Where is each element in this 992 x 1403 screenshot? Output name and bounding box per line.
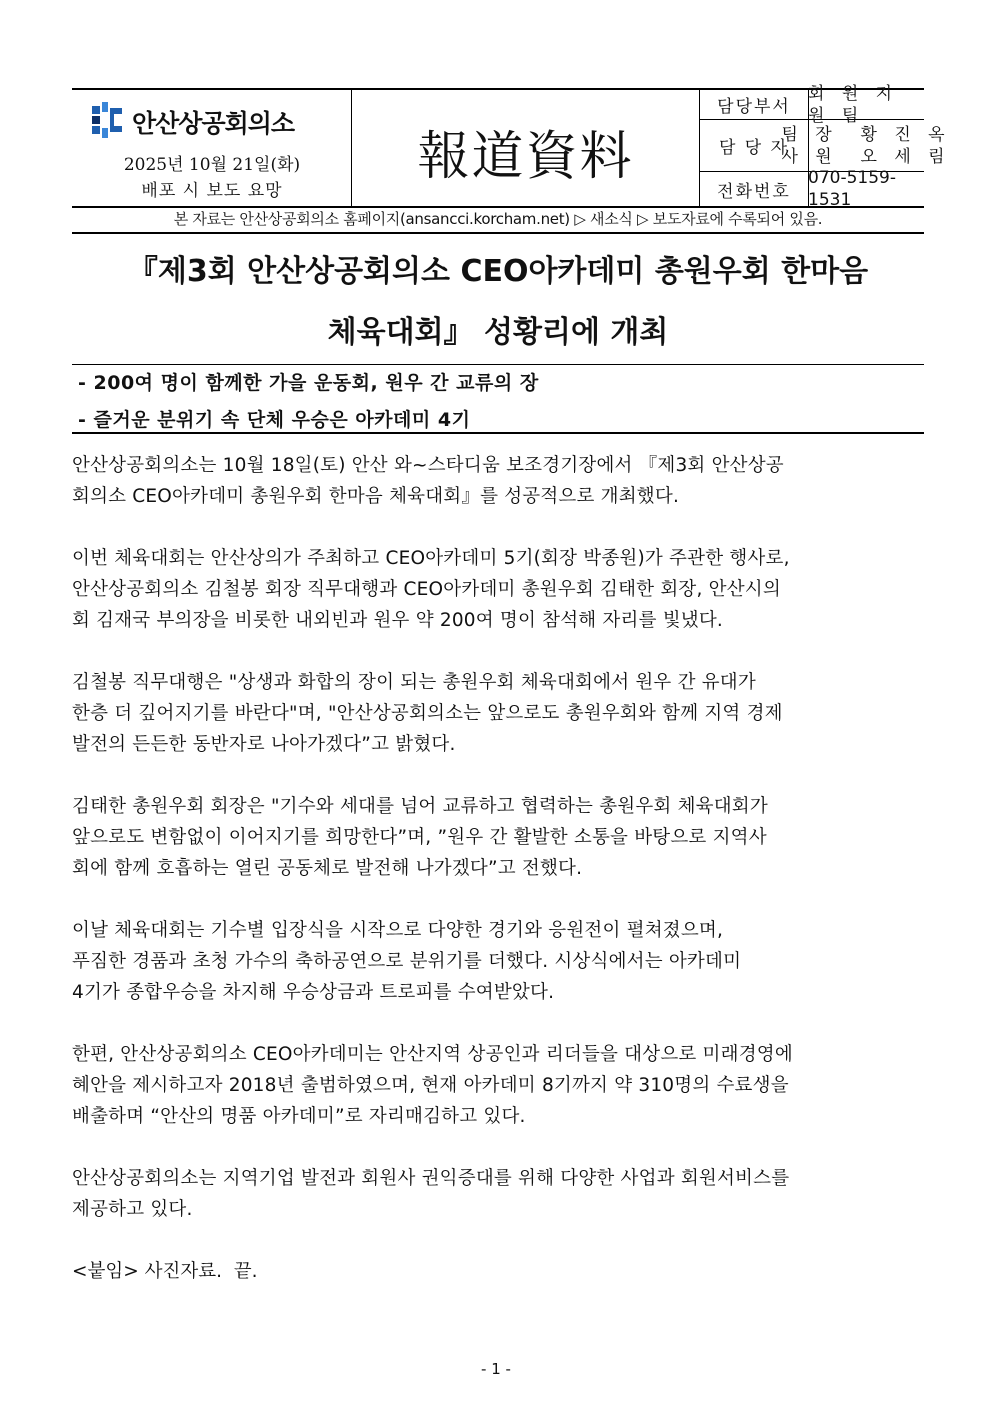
chamber-logo-icon <box>90 102 126 138</box>
paragraph-line: 회의소 CEO아카데미 총원우회 한마음 체육대회』를 성공적으로 개최했다. <box>72 486 680 507</box>
info-label: 전화번호 <box>700 172 809 206</box>
paragraph-line: 한편, 안산상공회의소 CEO아카데미는 안산지역 상공인과 리더들을 대상으로 미래경영에 <box>72 1044 793 1065</box>
logo-cell <box>72 90 352 206</box>
release-date: 2025년 10월 21일(화) <box>123 155 301 175</box>
paragraph-line: 김태한 총원우회 회장은 "기수와 세대를 넘어 교류하고 협력하는 총원우회 체육대회가 <box>72 796 768 817</box>
distribution-notice: 배포 시 보도 요망 <box>141 181 283 201</box>
paragraph-line: 이번 체육대회는 안산상의가 주최하고 CEO아카데미 5기(회장 박종원)가 주관한 행사로, <box>72 548 790 569</box>
info-label: 담당부서 <box>700 90 809 119</box>
org-logo <box>86 102 336 138</box>
contact-person-1: 팀 장 황 진 옥 <box>781 124 951 145</box>
info-row-department <box>700 83 924 126</box>
paragraph-line: 회 김재국 부의장을 비롯한 내외빈과 원우 약 200여 명이 참석해 자리를 빛냈다. <box>72 610 724 631</box>
attachment-note: <붙임> 사진자료. 끝. <box>72 1261 258 1282</box>
info-value <box>808 168 924 210</box>
headline-line-1: 『제3회 안산상공회의소 CEO아카데미 총원우회 한마음 <box>127 254 869 289</box>
paragraph-line: 혜안을 제시하고자 2018년 출범하였으며, 현재 아카데미 8기까지 약 310명의 수료생을 <box>72 1075 789 1096</box>
paragraph <box>72 450 924 512</box>
subheadings <box>72 364 924 434</box>
info-row-contact <box>700 120 951 172</box>
paragraph-line: 이날 체육대회는 기수별 입장식을 시작으로 다양한 경기와 응원전이 펼쳐졌으며, <box>72 920 724 941</box>
paragraph-line: 안산상공회의소는 10월 18일(토) 안산 와~스타디움 보조경기장에서 『제3회 안산상공 <box>72 455 784 476</box>
phone-number: 070-5159-1531 <box>808 168 896 210</box>
paragraph-line: 안산상공회의소는 지역기업 발전과 회원사 권익증대를 위해 다양한 사업과 회원서비스를 <box>72 1168 790 1189</box>
paragraph <box>72 791 924 884</box>
paragraph <box>72 1039 924 1132</box>
title-cell <box>352 90 700 206</box>
info-label: 담 당 자 <box>700 120 809 171</box>
source-note: 본 자료는 안산상공회의소 홈페이지(ansancci.korcham.net) ▷ 새소식 ▷ 보도자료에 수록되어 있음. <box>72 204 924 234</box>
page-number: - 1 - <box>481 1360 511 1378</box>
subheading: - 200여 명이 함께한 가을 운동회, 원우 간 교류의 장 <box>78 372 539 394</box>
paragraph-line: 회에 함께 호흡하는 열린 공동체로 발전해 나가겠다”고 전했다. <box>72 858 583 879</box>
department-value: 회 원 지 원 팀 <box>808 83 899 126</box>
paragraph-line: 앞으로도 변함없이 이어지기를 희망한다”며, ”원우 간 활발한 소통을 바탕으로 지역사 <box>72 827 767 848</box>
paragraph <box>72 915 924 1008</box>
paragraph-line: 안산상공회의소 김철봉 회장 직무대행과 CEO아카데미 총원우회 김태한 회장, 안산시의 <box>72 579 781 600</box>
paragraph-line: 푸짐한 경품과 초청 가수의 축하공연으로 분위기를 더했다. 시상식에서는 아카데미 <box>72 951 742 972</box>
headline-line-2: 체육대회』 성황리에 개최 <box>327 315 669 350</box>
document-title: 報道資料 <box>417 127 634 187</box>
paragraph-line: 4기가 종합우승을 차지해 우승상금과 트로피를 수여받았다. <box>72 982 555 1003</box>
paragraph <box>72 1163 924 1225</box>
paragraph-line: 발전의 든든한 동반자로 나아가겠다”고 밝혔다. <box>72 734 456 755</box>
article-body <box>72 450 924 1287</box>
paragraph-line: 한층 더 깊어지기를 바란다"며, "안산상공회의소는 앞으로도 총원우회와 함께 지역 경제 <box>72 703 783 724</box>
header-table <box>72 83 951 210</box>
org-name: 안산상공회의소 <box>132 109 295 138</box>
subheading: - 즐거운 분위기 속 단체 우승은 아카데미 4기 <box>78 409 471 431</box>
paragraph-line: 김철봉 직무대행은 "상생과 화합의 장이 되는 총원우회 체육대회에서 원우 간 유대가 <box>72 672 756 693</box>
paragraph-line: 배출하며 “안산의 명품 아카데미”로 자리매김하고 있다. <box>72 1106 526 1127</box>
contact-person-2: 사 원 오 세 림 <box>781 146 951 167</box>
info-value <box>781 120 951 171</box>
paragraph <box>72 667 924 760</box>
info-row-phone <box>700 168 924 210</box>
paragraph-line: 제공하고 있다. <box>72 1199 193 1220</box>
paragraph <box>72 543 924 636</box>
info-value <box>808 83 924 126</box>
contact-info <box>700 83 951 210</box>
